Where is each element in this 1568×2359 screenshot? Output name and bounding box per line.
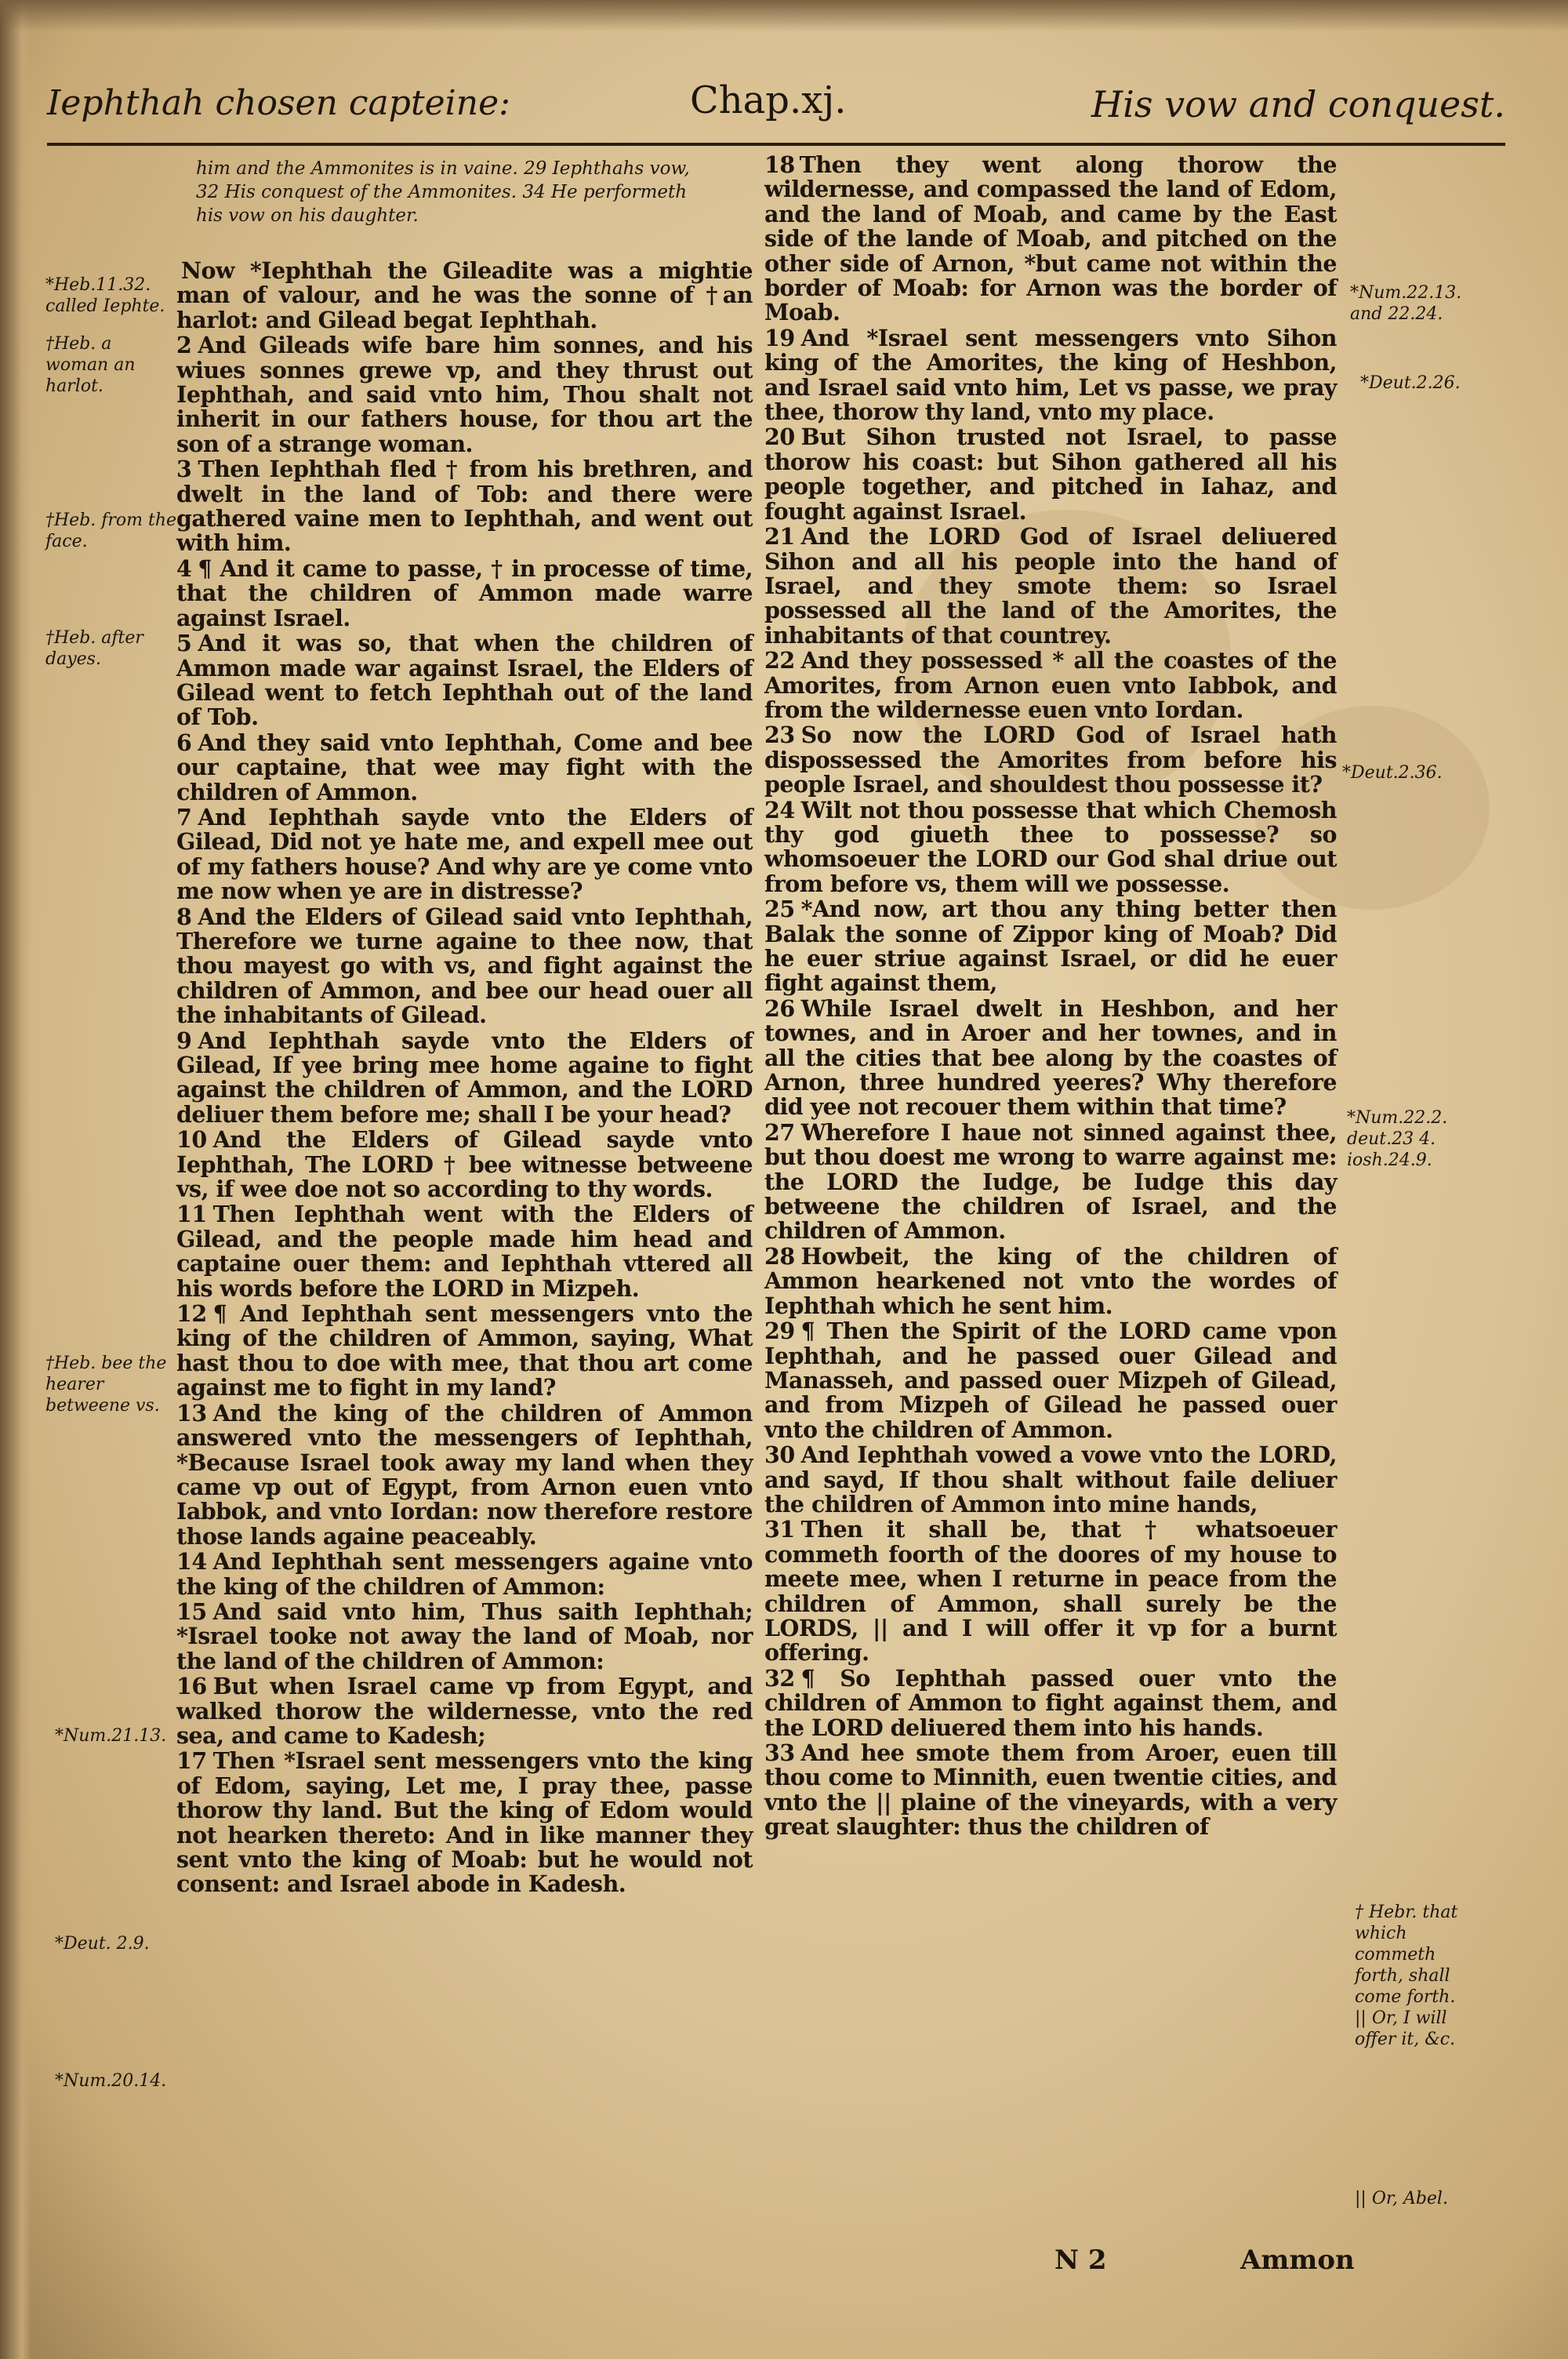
- verse: [176, 905, 753, 1028]
- verse-text: And Iephthah vowed a vowe vnto the LORD, and sayd, If thou shalt without faile deliuer the children of Ammon into mine hands,: [764, 1441, 1337, 1518]
- verse-text: And the king of the children of Ammon answered vnto the messengers of Iephthah, *Because Israel took away my land when they came vp out of Egypt, from Arnon euen vnto Iabbok, and vnto Iordan: now therefore restore those lands againe peaceably.: [176, 1399, 753, 1550]
- verse: [176, 1600, 753, 1674]
- verse-text: But when Israel came vp from Egypt, and walked thorow the wildernesse, vnto the red sea, and came to Kadesh;: [176, 1673, 753, 1749]
- verse-number: 27: [764, 1118, 795, 1146]
- verse: [176, 631, 753, 730]
- summary-line: 32 His conquest of the Ammonites. 34 He performeth: [196, 182, 688, 202]
- verse-text: While Israel dwelt in Heshbon, and her townes, and in Aroer and her townes, and in all the cities that bee along by the coastes of Arnon, three hundred yeeres? Why therefore did yee not recouer them within that time?: [764, 994, 1337, 1121]
- verse-text: So now the LORD God of Israel hath dispossessed the Amorites from before his people Israel, and shouldest thou possesse it?: [764, 722, 1337, 798]
- verse: [764, 1118, 1337, 1245]
- verse-text: And the Elders of Gilead sayde vnto Iephthah, The LORD † bee witnesse betweene vs, if wee doe not so according to thy words.: [176, 1126, 753, 1203]
- verse-text: And Gileads wife bare him sonnes, and his wiues sonnes grewe vp, and they thrust out Iephthah, and said vnto him, Thou shalt not inherit in our fathers house, for thou art the son of a strange woman.: [176, 332, 753, 457]
- verse-text: ¶ And Iephthah sent messengers vnto the king of the children of Ammon, saying, What hast thou to doe with mee, that thou art come against me to fight in my land?: [176, 1300, 753, 1401]
- margin-note: † Hebr. that which commeth forth, shall come forth.: [1355, 1903, 1458, 2007]
- verse-number: 18: [764, 151, 795, 178]
- verse: [176, 805, 753, 904]
- verse-text: Then it shall be, that † whatsoeuer commeth foorth of the doores of my house to meete mee, when I returne in peace from the children of Ammon, shall surely be the LORDS, || and I will offer it vp for a burnt offering.: [764, 1516, 1337, 1667]
- verse: [764, 525, 1337, 648]
- verse: [764, 798, 1337, 897]
- verse-number: 24: [764, 796, 795, 823]
- verse-number: 30: [764, 1441, 795, 1469]
- verse-text: Then Iephthah fled † from his brethren, and dwelt in the land of Tob: and there were gathered vaine men to Iephthah, and went out with him.: [176, 456, 753, 557]
- margin-note: || Or, Abel.: [1355, 2189, 1448, 2208]
- chapter-heading: Chap.xj.: [690, 78, 847, 122]
- verse-text: And it was so, that when the children of Ammon made war against Israel, the Elders of Gilead went to fetch Iephthah out of the land of Tob.: [176, 630, 753, 731]
- page-shadow-left: [0, 0, 31, 2359]
- chapter-summary: [196, 157, 753, 227]
- verse: [176, 1128, 753, 1201]
- margin-note: *Deut.2.36.: [1342, 763, 1443, 783]
- verse-number: 26: [764, 994, 795, 1022]
- margin-note: †Heb. after dayes.: [45, 628, 143, 669]
- verse: [764, 723, 1337, 797]
- verse-text: And they possessed * all the coastes of the Amorites, from Arnon euen vnto Iabbok, and from the wildernesse euen vnto Iordan.: [764, 647, 1337, 723]
- verse: [764, 1664, 1337, 1741]
- verse: [176, 1302, 753, 1401]
- verse: [764, 1443, 1337, 1517]
- verse-text: And *Israel sent messengers vnto Sihon king of the Amorites, the king of Heshbon, and Israel said vnto him, Let vs passe, we pray thee, thorow thy land, vnto my place.: [764, 324, 1337, 426]
- verse-text: *And now, art thou any thing better then Balak the sonne of Zippor king of Moab? Did he euer striue against Israel, or did he euer fight against them,: [764, 896, 1337, 997]
- verse-text: Wilt not thou possesse that which Chemosh thy god giueth thee to possesse? so whomsoeuer the LORD our God shal driue out from before vs, them will we possesse.: [764, 796, 1337, 897]
- verse-number: 19: [764, 324, 795, 351]
- verse: [176, 457, 753, 556]
- verse-number: 31: [764, 1516, 795, 1543]
- verse-number: 22: [764, 647, 795, 674]
- verse-number: 11: [176, 1201, 207, 1228]
- verse-number: 6: [176, 729, 192, 756]
- running-header: [47, 78, 1505, 141]
- header-rule: [47, 143, 1505, 146]
- verse-number: 29: [764, 1318, 795, 1345]
- verse: [176, 1401, 753, 1549]
- right-text-column: [764, 153, 1337, 1841]
- verse-number: 4: [176, 554, 192, 582]
- verse: [764, 153, 1337, 325]
- verse: [764, 897, 1337, 996]
- margin-note: *Deut.2.26.: [1360, 373, 1461, 393]
- verse-number: 7: [176, 803, 192, 831]
- header-right-title: His vow and conquest.: [1091, 83, 1505, 125]
- verse: [764, 326, 1337, 425]
- verse: [176, 259, 753, 333]
- verse-number: 17: [176, 1747, 207, 1775]
- margin-note: *Deut. 2.9.: [55, 1934, 150, 1954]
- verse: [176, 1202, 753, 1301]
- verse-number: 2: [176, 332, 192, 359]
- margin-note: *Num.20.14.: [55, 2071, 167, 2091]
- verse: [764, 1242, 1337, 1319]
- margin-note: *Heb.11.32. called Iephte.: [45, 275, 165, 316]
- verse-text: ¶ So Iephthah passed ouer vnto the children of Ammon to fight against them, and the LORD deliuered them into his hands.: [764, 1664, 1337, 1741]
- verse-number: 20: [764, 423, 795, 451]
- verse-text: Then *Israel sent messengers vnto the king of Edom, saying, Let me, I pray thee, passe thorow thy land. But the king of Edom would not hearken thereto: And in like manner they sent vnto the king of Moab: but he would not consent: and Israel abode in Kadesh.: [176, 1747, 753, 1898]
- verse-number: 14: [176, 1548, 207, 1576]
- verse: [764, 1518, 1337, 1665]
- verse-text: And the LORD God of Israel deliuered Sihon and all his people into the hand of Israel, and they smote them: so Israel possessed all the land of the Amorites, the inhabitants of that countrey.: [764, 523, 1337, 649]
- header-left-title: Iephthah chosen capteine:: [47, 83, 510, 123]
- margin-note: †Heb. a woman an harlot.: [45, 334, 136, 396]
- verse: [764, 649, 1337, 722]
- verse-text: Now *Iephthah the Gileadite was a mightie man of valour, and he was the sonne of †an harlot: and Gilead begat Iephthah.: [176, 257, 753, 333]
- verse: [764, 1741, 1337, 1840]
- margin-note: *Num.21.13.: [55, 1726, 167, 1746]
- verse-number: 12: [176, 1300, 207, 1328]
- verse-number: 3: [176, 456, 192, 483]
- printer-signature: N 2: [1054, 2245, 1107, 2276]
- verse-text: And the Elders of Gilead said vnto Iephthah, Therefore we turne againe to thee now, that thou mayest go with vs, and fight against the children of Ammon, and bee our head ouer all the inhabitants of Gilead.: [176, 903, 753, 1029]
- verse: [764, 994, 1337, 1121]
- catchword: Ammon: [1240, 2245, 1355, 2276]
- verse-number: 8: [176, 903, 192, 930]
- verse-number: 23: [764, 722, 795, 749]
- page-shadow-top: [0, 0, 1568, 31]
- left-text-column: [176, 259, 753, 1898]
- margin-note: †Heb. from the face.: [45, 511, 177, 551]
- verse-text: But Sihon trusted not Israel, to passe thorow his coast: but Sihon gathered all his people together, and pitched in Iahaz, and fought against Israel.: [764, 423, 1337, 525]
- verse-text: And Iephthah sayde vnto the Elders of Gilead, If yee bring mee home againe to fight against the children of Ammon, and the LORD deliuer them before me; shall I be your head?: [176, 1027, 753, 1128]
- verse: [764, 425, 1337, 524]
- verse-number: 5: [176, 630, 192, 657]
- verse-number: 21: [764, 523, 795, 551]
- margin-note: || Or, I will offer it, &c.: [1355, 2008, 1456, 2049]
- verse-number: 15: [176, 1598, 207, 1625]
- verse-text: ¶ And it came to passe, † in processe of time, that the children of Ammon made warre against Israel.: [176, 554, 753, 631]
- verse-text: And Iephthah sent messengers againe vnto the king of the children of Ammon:: [176, 1548, 753, 1600]
- verse-text: Howbeit, the king of the children of Ammon hearkened not vnto the wordes of Iephthah which he sent him.: [764, 1242, 1337, 1319]
- verse-text: And Iephthah sayde vnto the Elders of Gilead, Did not ye hate me, and expell mee out of my fathers house? And why are ye come vnto me now when ye are in distresse?: [176, 803, 753, 905]
- margin-note: †Heb. bee the hearer betweene vs.: [45, 1354, 167, 1416]
- verse-text: Then they went along thorow the wildernesse, and compassed the land of Edom, and the land of Moab, and came by the East side of the lande of Moab, and pitched on the other side of Arnon, *but came not within the border of Moab: for Arnon was the border of Moab.: [764, 151, 1337, 326]
- verse-text: And they said vnto Iephthah, Come and bee our captaine, that wee may fight with the children of Ammon.: [176, 729, 753, 805]
- verse-text: ¶ Then the Spirit of the LORD came vpon Iephthah, and he passed ouer Gilead and Manasseh, and passed ouer Mizpeh of Gilead, and from Mizpeh of Gilead he passed ouer vnto the children of Ammon.: [764, 1318, 1337, 1443]
- verse-text: And said vnto him, Thus saith Iephthah; *Israel tooke not away the land of Moab, nor the land of the children of Ammon:: [176, 1598, 753, 1674]
- verse-number: 13: [176, 1399, 207, 1427]
- summary-line: him and the Ammonites is in vaine. 29 Iephthahs vow,: [196, 158, 690, 179]
- verse: [176, 731, 753, 805]
- verse: [176, 333, 753, 456]
- verse-text: Then Iephthah went with the Elders of Gilead, and the people made him head and captaine ouer them: and Iephthah vttered all his words before the LORD in Mizpeh.: [176, 1201, 753, 1302]
- verse: [176, 1749, 753, 1896]
- margin-note: *Num.22.13. and 22.24.: [1350, 283, 1462, 324]
- verse-text: And hee smote them from Aroer, euen till thou come to Minnith, euen twentie cities, and vnto the || plaine of the vineyards, with a very great slaughter: thus the children of: [764, 1739, 1337, 1841]
- verse: [176, 554, 753, 631]
- verse-text: Wherefore I haue not sinned against thee, but thou doest me wrong to warre against me: the LORD the Iudge, be Iudge this day betweene the children of Israel, and the children of Ammon.: [764, 1118, 1337, 1245]
- verse-number: 28: [764, 1242, 795, 1270]
- summary-line: his vow on his daughter.: [196, 205, 419, 226]
- verse-number: 9: [176, 1027, 192, 1054]
- verse-number: 16: [176, 1673, 207, 1700]
- verse: [764, 1319, 1337, 1442]
- margin-note: *Num.22.2. deut.23 4. iosh.24.9.: [1347, 1108, 1448, 1170]
- verse: [176, 1029, 753, 1128]
- verse: [176, 1550, 753, 1599]
- verse-number: 32: [764, 1664, 795, 1692]
- verse: [176, 1674, 753, 1748]
- verse-number: 33: [764, 1739, 795, 1766]
- verse-number: 25: [764, 896, 795, 923]
- verse-number: 10: [176, 1126, 207, 1154]
